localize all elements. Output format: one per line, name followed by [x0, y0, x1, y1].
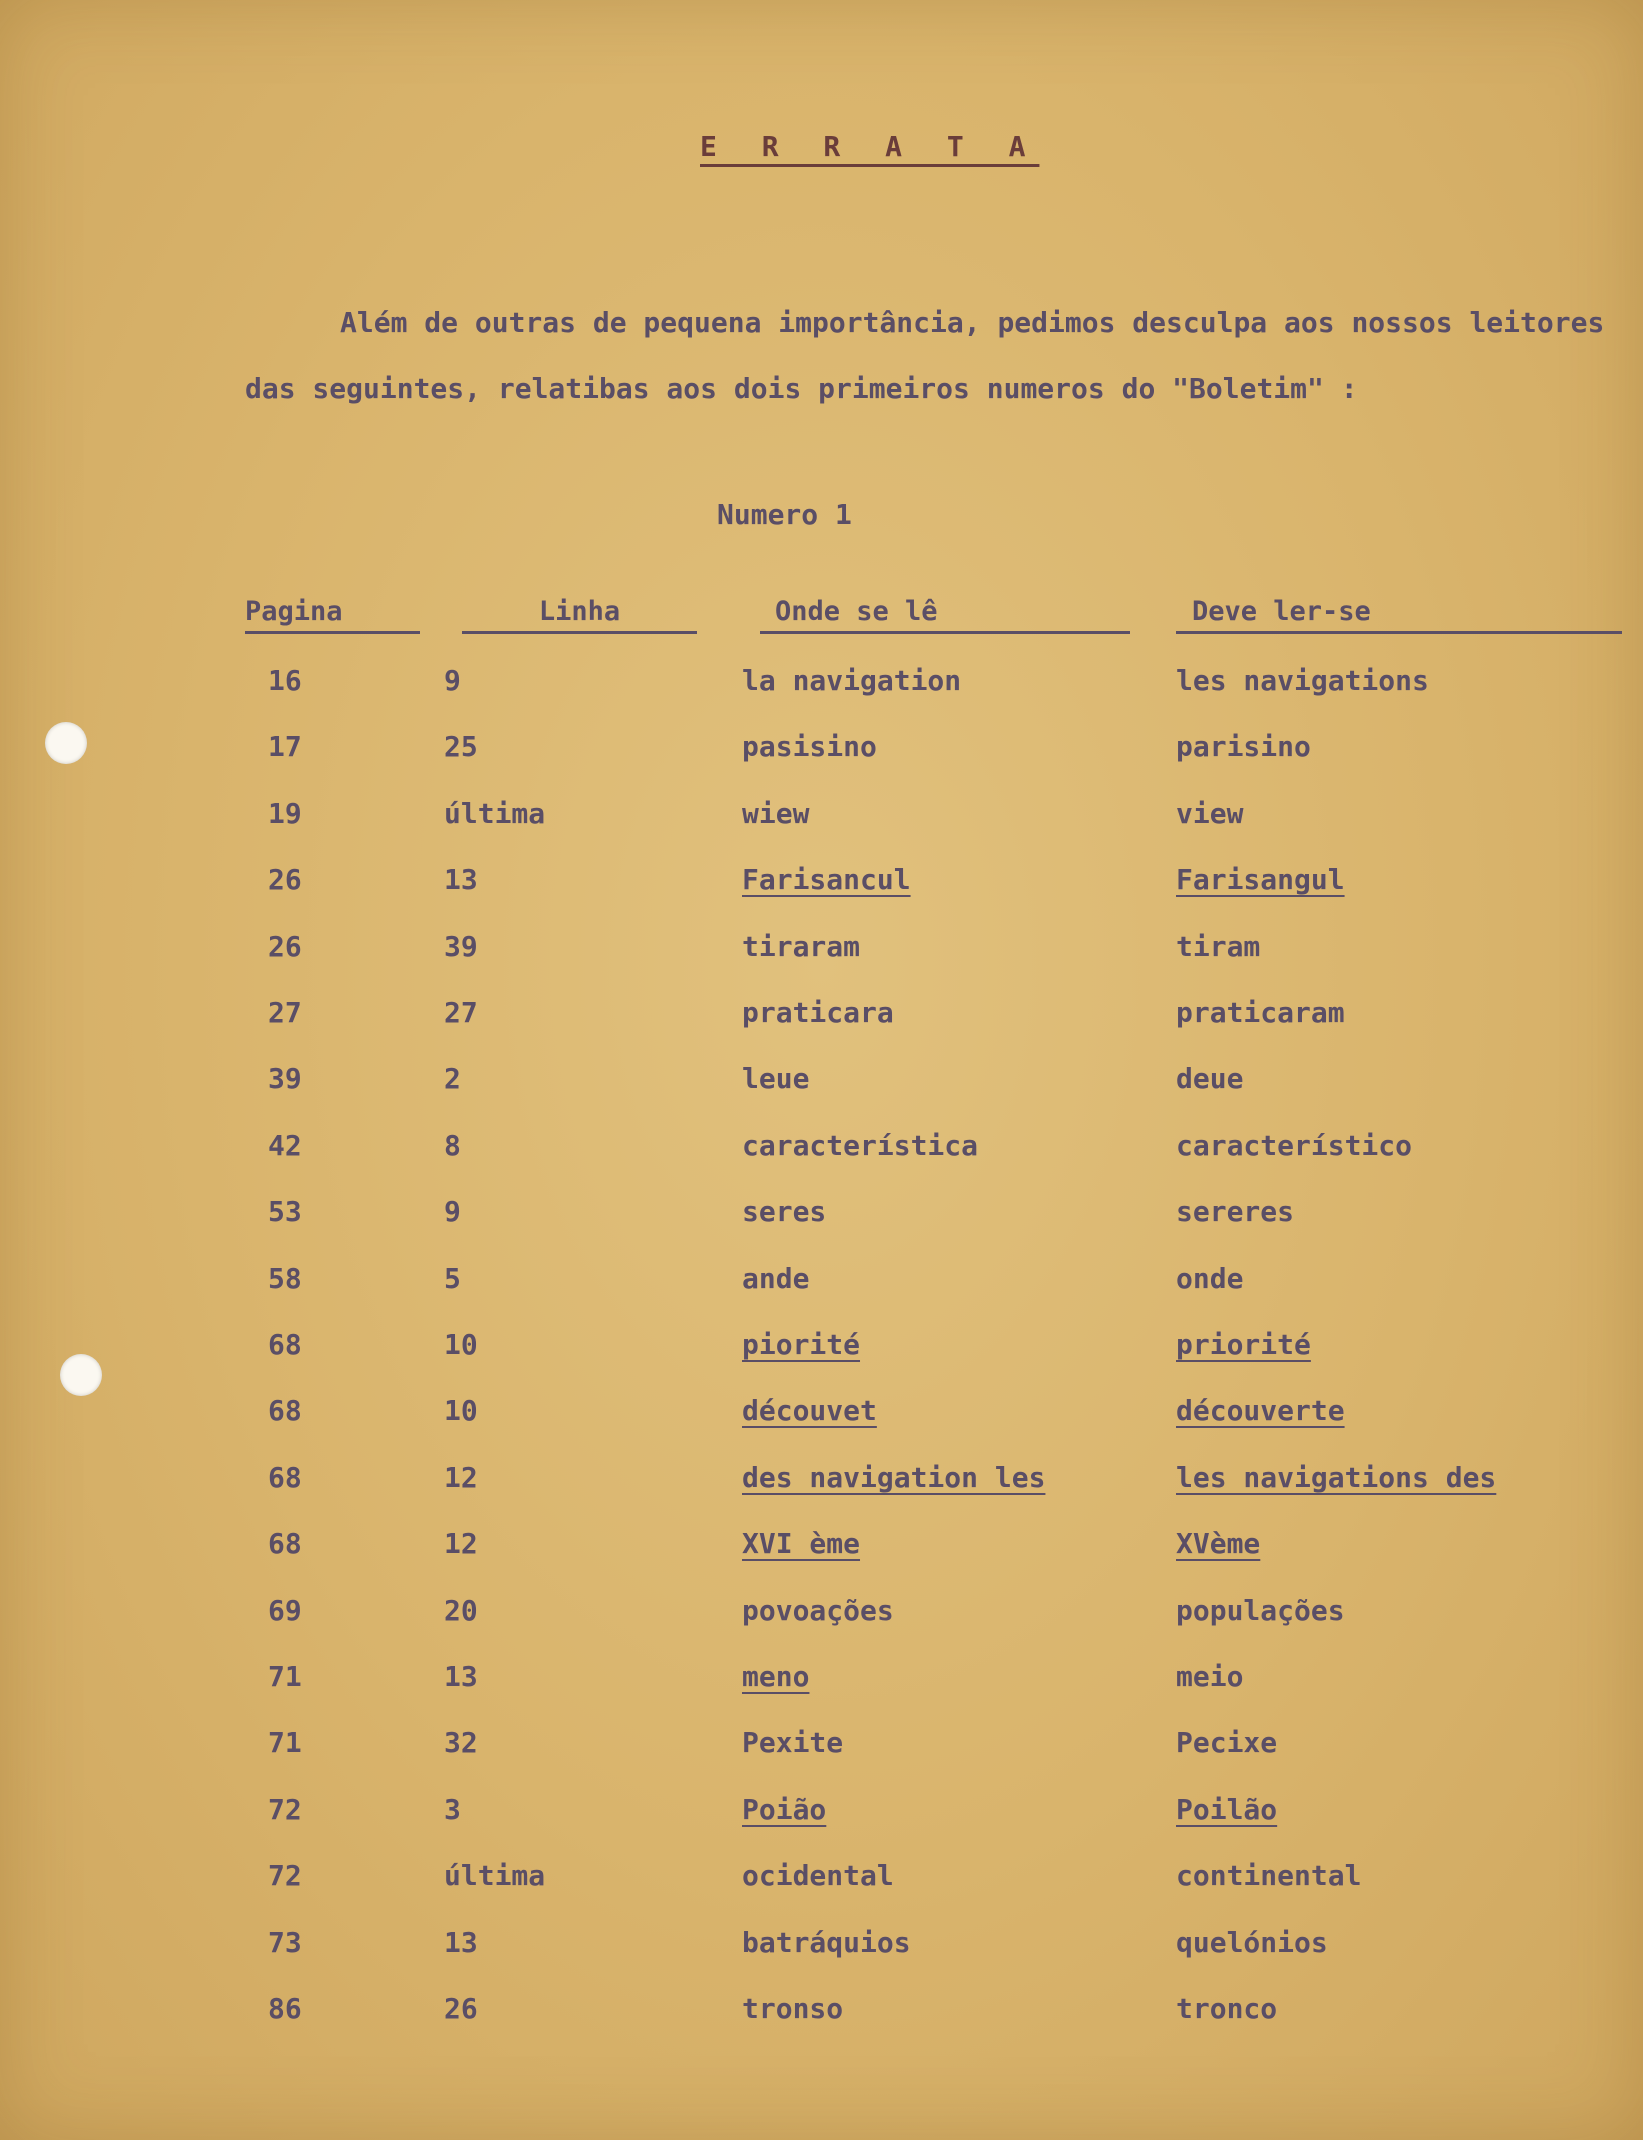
table-row: [0, 1926, 1643, 1986]
cell-linha: 13: [444, 863, 478, 897]
table-row: [0, 1262, 1643, 1322]
cell-pagina: 69: [268, 1593, 302, 1627]
cell-deve: view: [1176, 796, 1244, 830]
cell-linha: última: [444, 796, 546, 830]
column-header-onde: Onde se lê: [760, 597, 1130, 634]
cell-pagina: 73: [268, 1925, 302, 1959]
cell-onde: ande: [742, 1261, 810, 1295]
cell-deve: Farisangul: [1176, 863, 1345, 897]
table-row: [0, 1660, 1643, 1720]
cell-linha: 26: [444, 1992, 478, 2025]
cell-linha: 12: [444, 1527, 478, 1561]
table-row: [0, 1328, 1643, 1388]
cell-onde: piorité: [742, 1328, 861, 1361]
cell-linha: 32: [444, 1726, 478, 1760]
table-row: [0, 1394, 1643, 1454]
cell-onde: pasisino: [742, 730, 877, 764]
cell-onde: Pexite: [742, 1726, 844, 1760]
cell-onde: ocidental: [742, 1859, 894, 1893]
cell-pagina: 71: [268, 1726, 302, 1760]
cell-onde: batráquios: [742, 1925, 911, 1959]
cell-linha: última: [444, 1859, 546, 1893]
cell-deve: onde: [1176, 1261, 1244, 1295]
cell-pagina: 58: [268, 1261, 302, 1295]
cell-linha: 5: [444, 1261, 461, 1295]
cell-deve: meio: [1176, 1660, 1244, 1693]
cell-onde: seres: [742, 1195, 827, 1229]
cell-pagina: 27: [268, 996, 302, 1029]
cell-onde: Poião: [742, 1792, 827, 1826]
cell-deve: populações: [1176, 1593, 1345, 1627]
table-row: [0, 1859, 1643, 1919]
cell-linha: 10: [444, 1328, 478, 1361]
cell-linha: 27: [444, 996, 478, 1029]
cell-pagina: 72: [268, 1859, 302, 1893]
cell-linha: 13: [444, 1660, 478, 1693]
cell-deve: característico: [1176, 1128, 1413, 1162]
cell-onde: praticara: [742, 996, 894, 1029]
cell-linha: 10: [444, 1394, 478, 1428]
cell-linha: 12: [444, 1460, 478, 1494]
cell-pagina: 86: [268, 1992, 302, 2025]
cell-pagina: 72: [268, 1792, 302, 1826]
cell-onde: tiraram: [742, 929, 861, 963]
cell-pagina: 26: [268, 929, 302, 963]
cell-linha: 8: [444, 1128, 461, 1162]
cell-deve: les navigations: [1176, 664, 1429, 697]
table-row: [0, 1062, 1643, 1122]
cell-pagina: 53: [268, 1195, 302, 1229]
table-row: [0, 1527, 1643, 1587]
cell-onde: des navigation les: [742, 1460, 1046, 1494]
table-row: [0, 1793, 1643, 1853]
cell-pagina: 16: [268, 664, 302, 697]
cell-deve: Pecixe: [1176, 1726, 1278, 1760]
cell-onde: wiew: [742, 796, 810, 830]
section-title: Numero 1: [717, 498, 852, 531]
cell-onde: XVI ème: [742, 1527, 861, 1561]
cell-pagina: 68: [268, 1460, 302, 1494]
cell-pagina: 39: [268, 1062, 302, 1096]
cell-deve: les navigations des: [1176, 1460, 1497, 1494]
table-row: [0, 930, 1643, 990]
cell-linha: 3: [444, 1792, 461, 1826]
intro-paragraph: Além de outras de pequena importância, pedimos desculpa aos nossos leitores das seguintes, relatibas aos dois primeiros numeros do "Boletim" :: [245, 306, 1605, 405]
table-row: [0, 1992, 1643, 2052]
cell-deve: XVème: [1176, 1527, 1261, 1561]
page-title: E R R A T A: [700, 130, 1040, 163]
column-header-deve: Deve ler-se: [1176, 597, 1622, 634]
cell-pagina: 17: [268, 730, 302, 764]
cell-onde: leue: [742, 1062, 810, 1096]
cell-linha: 13: [444, 1925, 478, 1959]
cell-onde: povoações: [742, 1593, 894, 1627]
cell-deve: deue: [1176, 1062, 1244, 1096]
cell-pagina: 42: [268, 1128, 302, 1162]
table-row: [0, 1726, 1643, 1786]
cell-deve: quelónios: [1176, 1925, 1328, 1959]
cell-pagina: 26: [268, 863, 302, 897]
cell-onde: característica: [742, 1128, 979, 1162]
cell-onde: tronso: [742, 1992, 844, 2025]
cell-linha: 2: [444, 1062, 461, 1096]
table-row: [0, 797, 1643, 857]
cell-deve: continental: [1176, 1859, 1362, 1893]
cell-deve: découverte: [1176, 1394, 1345, 1428]
cell-pagina: 68: [268, 1527, 302, 1561]
table-row: [0, 863, 1643, 923]
table-row: [0, 1195, 1643, 1255]
column-header-pagina: Pagina: [245, 597, 420, 634]
cell-linha: 9: [444, 664, 461, 697]
cell-linha: 25: [444, 730, 478, 764]
table-row: [0, 730, 1643, 790]
cell-pagina: 71: [268, 1660, 302, 1693]
cell-pagina: 19: [268, 796, 302, 830]
cell-deve: sereres: [1176, 1195, 1295, 1229]
cell-deve: priorité: [1176, 1328, 1311, 1361]
cell-onde: la navigation: [742, 664, 962, 697]
table-row: [0, 1594, 1643, 1654]
cell-linha: 20: [444, 1593, 478, 1627]
cell-onde: découvet: [742, 1394, 877, 1428]
cell-deve: tronco: [1176, 1992, 1278, 2025]
table-row: [0, 1129, 1643, 1189]
cell-deve: praticaram: [1176, 996, 1345, 1029]
column-header-linha: Linha: [462, 597, 697, 634]
cell-linha: 9: [444, 1195, 461, 1229]
cell-pagina: 68: [268, 1328, 302, 1361]
table-row: [0, 1461, 1643, 1521]
table-row: [0, 664, 1643, 724]
cell-deve: tiram: [1176, 929, 1261, 963]
cell-linha: 39: [444, 929, 478, 963]
cell-onde: Farisancul: [742, 863, 911, 897]
cell-deve: parisino: [1176, 730, 1311, 764]
table-row: [0, 996, 1643, 1056]
cell-onde: meno: [742, 1660, 810, 1693]
cell-deve: Poilão: [1176, 1792, 1278, 1826]
cell-pagina: 68: [268, 1394, 302, 1428]
